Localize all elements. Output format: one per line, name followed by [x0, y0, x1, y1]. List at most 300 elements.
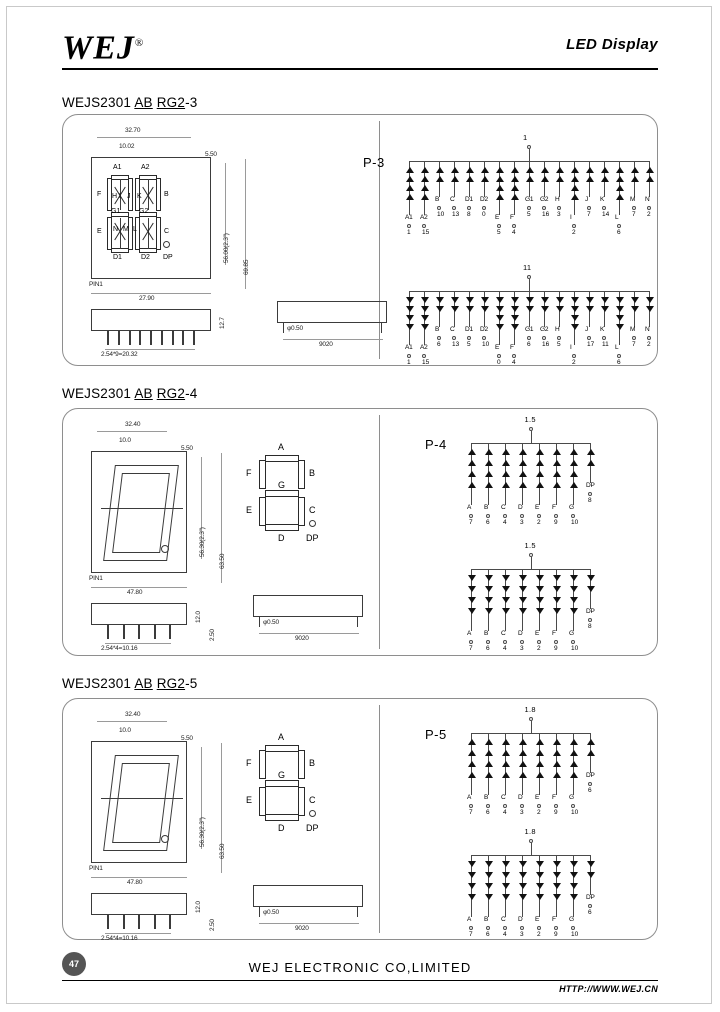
- segment-shape: [265, 455, 299, 462]
- section-title-code: RG2: [156, 676, 186, 691]
- segment-label-g1: G1: [111, 208, 121, 215]
- pin-number: 6: [588, 909, 592, 916]
- pin-label: E: [495, 214, 500, 221]
- end-view-body: [277, 301, 387, 323]
- led-diode: [570, 750, 578, 756]
- led-diode: [536, 739, 544, 745]
- led-diode: [541, 297, 549, 303]
- dimension-value: 69.85: [243, 259, 250, 275]
- segment-label-d: D: [278, 823, 285, 833]
- pin-label: A: [467, 794, 472, 801]
- pin-label: F: [552, 630, 556, 637]
- led-diode: [571, 167, 579, 173]
- pin-number: 2: [537, 931, 541, 938]
- led-diode: [468, 608, 476, 614]
- led-diode: [421, 297, 429, 303]
- common-stem: [531, 843, 532, 855]
- segment-shape: [265, 524, 299, 531]
- dimension-value: 9020: [295, 635, 309, 642]
- pin-lead: [107, 331, 109, 345]
- led-diode: [485, 608, 493, 614]
- led-diode: [616, 315, 624, 321]
- pin-number: 2: [647, 211, 651, 218]
- pin-label: F: [552, 794, 556, 801]
- section-title-prefix: WEJS2301: [62, 676, 135, 691]
- end-view-lead: [357, 907, 358, 917]
- dimension-value: 2.50: [209, 629, 216, 641]
- pin-terminal: [542, 206, 546, 210]
- pin-number: 4: [503, 645, 507, 652]
- led-diode: [571, 297, 579, 303]
- pin-lead: [182, 331, 184, 345]
- circuit-diagram-rg2-5: [379, 699, 657, 941]
- pin-terminal: [542, 336, 546, 340]
- pin-number: 13: [452, 341, 460, 348]
- led-diode: [502, 894, 510, 900]
- dimension-value: 32.40: [125, 711, 141, 718]
- pin-terminal: [452, 336, 456, 340]
- dimension-value: φ0.50: [263, 619, 279, 626]
- circuit-diagram-rg2-3: [363, 115, 657, 367]
- dimension-value: 2.50: [209, 919, 216, 931]
- side-view-body: [91, 309, 211, 331]
- led-diode: [553, 586, 561, 592]
- segment-shape: [298, 460, 305, 489]
- pin-number: 7: [469, 931, 473, 938]
- pin-terminal: [482, 206, 486, 210]
- led-diode: [536, 761, 544, 767]
- pin-lead: [123, 625, 125, 639]
- pin-terminal: [571, 640, 575, 644]
- led-diode: [587, 575, 595, 581]
- led-diode: [570, 894, 578, 900]
- led-diode: [406, 167, 414, 173]
- pin-label: C: [501, 916, 506, 923]
- pin-number: 5: [527, 211, 531, 218]
- pin-number: 6: [486, 519, 490, 526]
- digit-center-line: [101, 508, 183, 509]
- led-diode: [553, 739, 561, 745]
- section-title-code: RG2: [156, 386, 186, 401]
- pin-lead: [150, 331, 152, 345]
- pin-label: A1: [405, 344, 413, 351]
- pin-terminal: [469, 926, 473, 930]
- segment-shape: [298, 750, 305, 779]
- pin-terminal: [588, 618, 592, 622]
- led-diode: [481, 306, 489, 312]
- led-diode: [519, 471, 527, 477]
- led-diode: [553, 761, 561, 767]
- led-diode: [502, 471, 510, 477]
- pin-label: J: [585, 326, 589, 333]
- pin-terminal: [512, 224, 516, 228]
- pin-terminal: [467, 206, 471, 210]
- led-diode: [616, 297, 624, 303]
- led-diode: [502, 761, 510, 767]
- pin-label: J: [585, 196, 589, 203]
- led-diode: [536, 449, 544, 455]
- pin-number: 14: [602, 211, 610, 218]
- decimal-point-shape: [161, 545, 169, 553]
- digit-inner-outline: [112, 763, 170, 843]
- led-diode: [496, 167, 504, 173]
- common-pin-label: 1.5: [524, 541, 536, 550]
- led-diode: [468, 750, 476, 756]
- pin-label: B: [484, 794, 489, 801]
- pin-label: E: [535, 794, 540, 801]
- pin-number: 8: [588, 497, 592, 504]
- end-view-lead: [259, 907, 260, 917]
- pin-label: G: [569, 504, 574, 511]
- led-diode: [436, 297, 444, 303]
- segment-label-f: F: [246, 758, 252, 768]
- pin-terminal: [527, 206, 531, 210]
- pin-terminal: [571, 514, 575, 518]
- pin-number: 10: [571, 931, 579, 938]
- led-diode: [601, 167, 609, 173]
- pin-label: G1: [525, 196, 534, 203]
- segment-shape: [298, 497, 305, 526]
- pin-pitch-dimension: [105, 933, 171, 934]
- pin-label: B: [435, 196, 440, 203]
- dimension-value: 10.0: [119, 437, 131, 444]
- pin-label: D: [518, 630, 523, 637]
- segment-label-g2: G2: [139, 208, 149, 215]
- led-diode: [502, 460, 510, 466]
- pin-number: 2: [572, 229, 576, 236]
- led-diode: [468, 761, 476, 767]
- pin-label: A: [467, 630, 472, 637]
- led-diode: [570, 586, 578, 592]
- led-diode: [406, 324, 414, 330]
- segment-label-g: G: [278, 770, 286, 780]
- segment-shape: [259, 787, 266, 816]
- segment-label-b: B: [309, 468, 316, 478]
- pin-number: 5: [497, 229, 501, 236]
- led-diode: [502, 608, 510, 614]
- led-diode: [466, 306, 474, 312]
- segment-label-a1: A1: [113, 164, 122, 171]
- segment-label-d2: D2: [141, 254, 150, 261]
- side-view-body: [91, 893, 187, 915]
- pin-terminal: [486, 926, 490, 930]
- led-diode: [485, 894, 493, 900]
- pin-label: G: [569, 794, 574, 801]
- common-stem: [531, 431, 532, 443]
- pin-terminal: [572, 224, 576, 228]
- section-title-rg2-3: [62, 95, 197, 110]
- led-diode: [570, 772, 578, 778]
- pin-terminal: [557, 206, 561, 210]
- segment-label-f: F: [97, 191, 102, 198]
- pin-lead: [138, 625, 140, 639]
- led-diode: [587, 586, 595, 592]
- segment-label-e: E: [246, 505, 253, 516]
- pin-number: 1: [407, 359, 411, 366]
- dimension-value: 32.40: [125, 421, 141, 428]
- pin-label: F: [552, 504, 556, 511]
- pin-number: 4: [503, 931, 507, 938]
- pin-lead: [107, 625, 109, 639]
- led-diode: [468, 772, 476, 778]
- led-diode: [468, 586, 476, 592]
- pin-terminal: [554, 514, 558, 518]
- pin-number: 9: [554, 519, 558, 526]
- pin-terminal: [503, 514, 507, 518]
- dimension-value: 5.50: [205, 151, 217, 158]
- digit-inner-outline: [112, 473, 170, 553]
- pin-number: 15: [422, 229, 430, 236]
- led-diode: [586, 297, 594, 303]
- segment-shape: [298, 787, 305, 816]
- dimension-value: 56.30(2.3"): [199, 817, 206, 847]
- led-diode: [616, 176, 624, 182]
- pin-number: 16: [542, 341, 550, 348]
- pin-number: 7: [632, 211, 636, 218]
- end-view-dimension: [259, 923, 359, 924]
- segment-label-i: I: [119, 193, 121, 200]
- pin-number: 9: [554, 645, 558, 652]
- led-diode: [587, 739, 595, 745]
- segment-shape: [135, 217, 140, 250]
- page-header: [62, 26, 658, 72]
- dimension-value: 27.90: [139, 295, 155, 302]
- led-diode: [526, 306, 534, 312]
- segment-label-dp: DP: [163, 254, 173, 261]
- pin-label: A2: [420, 344, 428, 351]
- led-diode: [553, 861, 561, 867]
- mechanical-drawing-rg2-4: [63, 409, 379, 657]
- segment-shape: [259, 497, 266, 526]
- pin-label: G2: [540, 196, 549, 203]
- segment-shape: [128, 217, 133, 250]
- segment-shape: [265, 780, 299, 787]
- pin-terminal: [486, 804, 490, 808]
- pin-label: K: [600, 326, 605, 333]
- page-number-badge: 47: [62, 952, 86, 976]
- segment-shape: [265, 490, 299, 497]
- pin-terminal: [572, 354, 576, 358]
- led-diode: [570, 739, 578, 745]
- led-diode: [586, 306, 594, 312]
- pin-label: C: [450, 326, 455, 333]
- digit-center-line: [101, 798, 183, 799]
- led-diode: [526, 297, 534, 303]
- led-diode: [502, 575, 510, 581]
- led-diode: [466, 297, 474, 303]
- footer-company-name: WEJ ELECTRONIC CO,LIMITED: [248, 960, 472, 975]
- led-diode: [556, 297, 564, 303]
- segment-label-h: H: [112, 193, 118, 200]
- pin-label: H: [555, 196, 560, 203]
- pin-number: 6: [486, 809, 490, 816]
- led-diode: [570, 761, 578, 767]
- section-title-variant: AB: [134, 676, 153, 691]
- pin-number: 5: [557, 341, 561, 348]
- led-diode: [553, 772, 561, 778]
- led-diode: [485, 575, 493, 581]
- led-diode: [468, 872, 476, 878]
- logo-text: WEJ: [62, 29, 135, 67]
- end-view-dimension: [259, 633, 359, 634]
- led-diode: [511, 306, 519, 312]
- dimension-value: 5.50: [181, 735, 193, 742]
- led-diode: [646, 176, 654, 182]
- pin-lead: [161, 331, 163, 345]
- pin-terminal: [602, 206, 606, 210]
- led-diode: [502, 861, 510, 867]
- led-diode: [485, 482, 493, 488]
- pin-pitch-dimension: [105, 349, 195, 350]
- pin-lead: [193, 331, 195, 345]
- led-diode: [496, 324, 504, 330]
- led-diode: [485, 471, 493, 477]
- led-diode: [421, 176, 429, 182]
- pin-label: D2: [480, 196, 488, 203]
- led-diode: [485, 772, 493, 778]
- pin-terminal: [588, 492, 592, 496]
- segment-shape: [265, 814, 299, 821]
- pin-terminal: [520, 640, 524, 644]
- pin-label: I: [570, 344, 572, 351]
- dimension-line-bottom: [91, 877, 187, 878]
- dimension-value: 2.54*4=10.16: [101, 935, 138, 942]
- pin-number: 2: [537, 645, 541, 652]
- led-diode: [496, 315, 504, 321]
- pin-terminal: [486, 514, 490, 518]
- dimension-value: φ0.50: [287, 325, 303, 332]
- led-diode: [571, 194, 579, 200]
- led-diode: [571, 324, 579, 330]
- pin-terminal: [497, 354, 501, 358]
- led-diode: [511, 185, 519, 191]
- led-diode: [451, 167, 459, 173]
- segment-label-n: N: [113, 226, 119, 234]
- pin-label: A: [467, 916, 472, 923]
- led-diode: [536, 482, 544, 488]
- pin-terminal: [503, 640, 507, 644]
- led-diode: [485, 586, 493, 592]
- pin-number: 6: [486, 645, 490, 652]
- led-diode: [586, 167, 594, 173]
- pin-label: DP: [586, 608, 595, 615]
- led-diode: [481, 176, 489, 182]
- led-diode: [646, 167, 654, 173]
- led-diode: [541, 176, 549, 182]
- pin-number: 10: [437, 211, 445, 218]
- pin-terminal: [571, 804, 575, 808]
- led-diode: [511, 324, 519, 330]
- mechanical-drawing-rg2-3: [63, 115, 379, 367]
- pin1-marker: PIN1: [89, 281, 103, 288]
- led-diode: [511, 194, 519, 200]
- pin-label: D2: [480, 326, 488, 333]
- dimension-value: 47.80: [127, 879, 143, 886]
- segment-label-g: G: [278, 480, 286, 490]
- led-diode: [553, 872, 561, 878]
- decimal-point-shape: [161, 835, 169, 843]
- pin-terminal: [469, 640, 473, 644]
- segment-shape: [156, 217, 161, 250]
- pin-terminal: [632, 336, 636, 340]
- side-view-body: [91, 603, 187, 625]
- dimension-value: 12.0: [195, 611, 202, 623]
- pin-number: 10: [571, 809, 579, 816]
- led-diode: [616, 167, 624, 173]
- led-diode: [511, 315, 519, 321]
- pin-number: 17: [587, 341, 595, 348]
- circuit-title: P-5: [425, 727, 447, 742]
- dimension-line-top: [97, 431, 167, 432]
- circuit-title: P-4: [425, 437, 447, 452]
- led-diode: [468, 597, 476, 603]
- led-diode: [571, 306, 579, 312]
- common-stem: [531, 721, 532, 733]
- pin-number: 2: [537, 519, 541, 526]
- pin-label: F: [552, 916, 556, 923]
- led-diode: [421, 194, 429, 200]
- pin-label: G: [569, 630, 574, 637]
- led-diode: [481, 297, 489, 303]
- pin-lead: [129, 331, 131, 345]
- pin-terminal: [422, 224, 426, 228]
- pin-terminal: [554, 804, 558, 808]
- pin-number: 7: [469, 519, 473, 526]
- segment-label-c: C: [309, 795, 316, 806]
- led-diode: [556, 176, 564, 182]
- pin-number: 6: [617, 359, 621, 366]
- pin-terminal: [537, 640, 541, 644]
- led-diode: [536, 460, 544, 466]
- led-diode: [570, 460, 578, 466]
- led-diode: [436, 306, 444, 312]
- led-diode: [466, 176, 474, 182]
- pin-number: 4: [512, 229, 516, 236]
- pin-lead: [154, 625, 156, 639]
- pin-label: M: [630, 326, 636, 333]
- led-diode: [553, 482, 561, 488]
- pin-terminal: [588, 782, 592, 786]
- led-diode: [631, 306, 639, 312]
- pin-number: 15: [422, 359, 430, 366]
- common-stem: [529, 149, 530, 161]
- segment-shape: [259, 460, 266, 489]
- pin-label: F: [510, 344, 514, 351]
- led-diode: [502, 586, 510, 592]
- led-diode: [406, 297, 414, 303]
- section-title-variant: AB: [134, 386, 153, 401]
- led-diode: [553, 449, 561, 455]
- pin-terminal: [437, 336, 441, 340]
- led-diode: [631, 297, 639, 303]
- led-diode: [571, 315, 579, 321]
- led-diode: [519, 575, 527, 581]
- section-title-rg2-4: [62, 386, 197, 401]
- led-diode: [616, 324, 624, 330]
- pin-number: 3: [520, 809, 524, 816]
- led-diode: [519, 739, 527, 745]
- pin-terminal: [617, 354, 621, 358]
- product-panel-rg2-3: [62, 114, 658, 366]
- dimension-value: 12.7: [219, 317, 226, 329]
- dimension-value: 9020: [295, 925, 309, 932]
- led-diode: [553, 575, 561, 581]
- led-diode: [536, 575, 544, 581]
- led-diode: [536, 608, 544, 614]
- dimension-line-bottom: [91, 587, 187, 588]
- footer-url: HTTP://WWW.WEJ.CN: [559, 984, 658, 994]
- pin-label: M: [630, 196, 636, 203]
